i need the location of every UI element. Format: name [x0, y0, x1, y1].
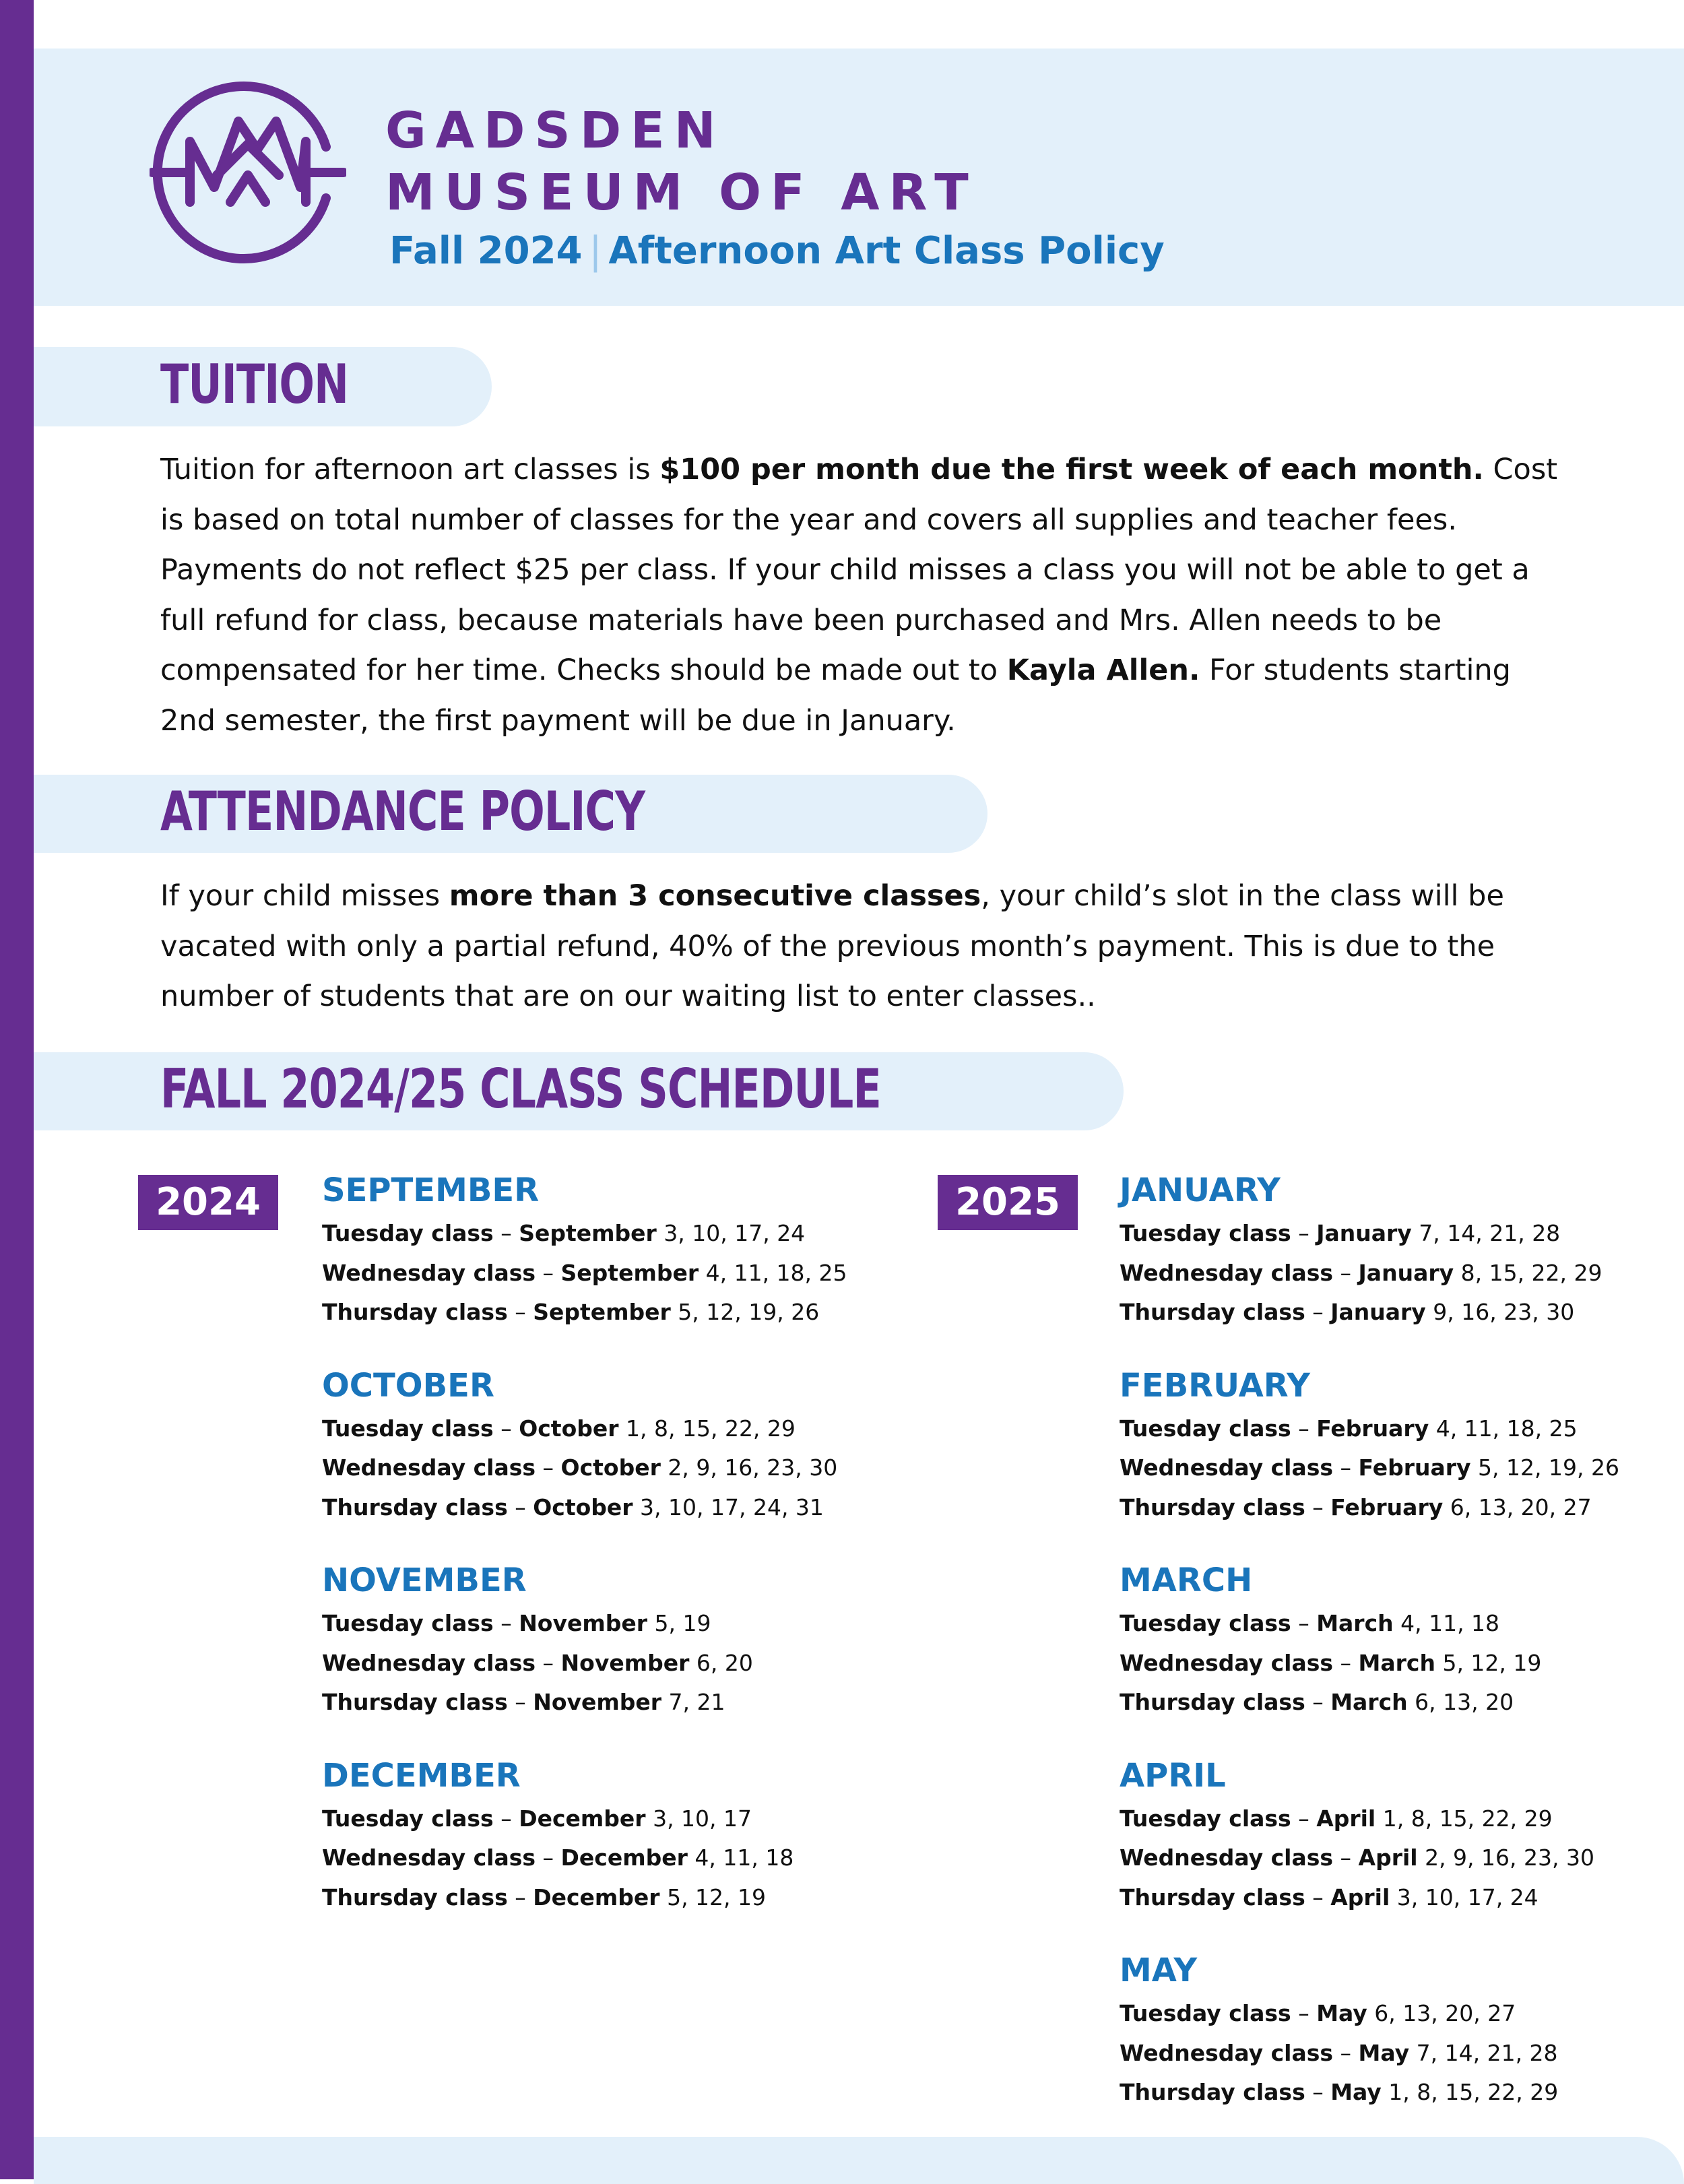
attendance-text-2: , your child’s slot in the class will be vacated with only a partial refund, 40% of the previous month’s payment. This is due to the number of students that are on our waiting list to enter classes.. [160, 879, 1504, 1013]
class-day: Thursday class [322, 1494, 508, 1520]
class-day: Tuesday class [322, 1415, 494, 1442]
class-month: April [1330, 1884, 1390, 1910]
class-month: November [519, 1610, 648, 1636]
class-day: Wednesday class [322, 1259, 536, 1286]
dash: – [1291, 1415, 1317, 1442]
class-day: Tuesday class [1120, 1610, 1291, 1636]
class-day: Wednesday class [322, 1649, 536, 1676]
class-month: October [519, 1415, 619, 1442]
class-day: Wednesday class [322, 1844, 536, 1871]
dash: – [1333, 1259, 1359, 1286]
organization-name-line-1: GADSDEN [385, 102, 725, 160]
class-dates: 9, 16, 23, 30 [1425, 1299, 1575, 1325]
document-subtitle [389, 229, 1165, 273]
month-heading: JANUARY [1120, 1171, 1281, 1209]
schedule-column-2025 [1120, 1169, 1619, 2145]
left-accent-bar [0, 0, 34, 2179]
dash: – [1333, 2039, 1359, 2066]
month-heading: APRIL [1120, 1756, 1226, 1795]
class-day: Thursday class [1120, 1689, 1305, 1715]
class-month: February [1330, 1494, 1444, 1520]
dash: – [493, 1610, 519, 1636]
class-day: Tuesday class [322, 1220, 494, 1246]
class-day: Tuesday class [1120, 1220, 1291, 1246]
class-row [322, 1448, 847, 1488]
dash: – [1333, 1454, 1359, 1481]
class-month: January [1330, 1299, 1426, 1325]
dash: – [536, 1649, 561, 1676]
class-dates: 4, 11, 18 [1393, 1610, 1500, 1636]
class-row [1120, 1488, 1619, 1528]
tuition-heading: TUITION [160, 353, 349, 416]
class-month: May [1330, 2079, 1382, 2105]
month-block [322, 1560, 847, 1723]
class-day: Wednesday class [1120, 1649, 1334, 1676]
dash: – [1305, 2079, 1331, 2105]
dash: – [1333, 1844, 1359, 1871]
class-row [322, 1878, 847, 1918]
month-heading: MAY [1120, 1952, 1198, 1989]
dash: – [1291, 1805, 1317, 1832]
class-month: April [1358, 1844, 1418, 1871]
class-row [1120, 1254, 1619, 1293]
month-block [1120, 1950, 1619, 2113]
class-row [1120, 1604, 1619, 1644]
month-block [322, 1169, 847, 1332]
class-day: Thursday class [322, 1689, 508, 1715]
class-dates: 5, 12, 19 [1435, 1649, 1542, 1676]
class-dates: 3, 10, 17 [645, 1805, 752, 1832]
class-day: Tuesday class [1120, 1415, 1291, 1442]
dash: – [507, 1299, 533, 1325]
class-month: May [1358, 2039, 1410, 2066]
dash: – [536, 1259, 561, 1286]
class-month: October [533, 1494, 633, 1520]
attendance-emphasis: more than 3 consecutive classes [449, 879, 981, 913]
attendance-paragraph [160, 871, 1561, 1022]
class-dates: 4, 11, 18, 25 [699, 1259, 847, 1286]
subtitle-separator: | [589, 229, 602, 273]
month-block [1120, 1365, 1619, 1528]
class-month: May [1316, 2000, 1367, 2026]
class-day: Wednesday class [1120, 1844, 1334, 1871]
class-row [1120, 1448, 1619, 1488]
class-dates: 7, 14, 21, 28 [1411, 1220, 1561, 1246]
class-month: September [560, 1259, 699, 1286]
class-dates: 3, 10, 17, 24 [1390, 1884, 1539, 1910]
class-month: January [1358, 1259, 1454, 1286]
dash: – [1333, 1649, 1359, 1676]
class-row [322, 1214, 847, 1254]
class-day: Thursday class [1120, 2079, 1305, 2105]
class-dates: 4, 11, 18 [687, 1844, 794, 1871]
class-day: Thursday class [1120, 1299, 1305, 1325]
class-day: Thursday class [322, 1884, 508, 1910]
dash: – [507, 1884, 533, 1910]
class-row [1120, 1683, 1619, 1723]
class-row [1120, 1878, 1619, 1918]
month-heading: FEBRUARY [1120, 1366, 1310, 1405]
class-dates: 1, 8, 15, 22, 29 [1375, 1805, 1553, 1832]
class-day: Tuesday class [1120, 2000, 1291, 2026]
class-row [1120, 1409, 1619, 1449]
class-dates: 8, 15, 22, 29 [1454, 1259, 1602, 1286]
class-dates: 6, 13, 20, 27 [1443, 1494, 1592, 1520]
class-row [1120, 1838, 1619, 1878]
class-day: Wednesday class [1120, 1259, 1334, 1286]
class-month: December [519, 1805, 646, 1832]
class-dates: 3, 10, 17, 24 [656, 1220, 806, 1246]
class-dates: 2, 9, 16, 23, 30 [1417, 1844, 1594, 1871]
museum-logo-icon [150, 74, 346, 271]
month-block [1120, 1755, 1619, 1918]
dash: – [1305, 1299, 1331, 1325]
year-badge-2025: 2025 [938, 1175, 1078, 1230]
dash: – [1291, 1220, 1317, 1246]
class-row [322, 1254, 847, 1293]
footer-band [34, 2137, 1684, 2184]
class-dates: 3, 10, 17, 24, 31 [633, 1494, 824, 1520]
class-month: March [1330, 1689, 1408, 1715]
class-month: September [533, 1299, 671, 1325]
year-badge-2024: 2024 [138, 1175, 278, 1230]
class-month: March [1316, 1610, 1394, 1636]
class-day: Thursday class [322, 1299, 508, 1325]
dash: – [1305, 1689, 1331, 1715]
class-dates: 1, 8, 15, 22, 29 [1381, 2079, 1559, 2105]
class-row [1120, 1293, 1619, 1332]
schedule-heading: FALL 2024/25 CLASS SCHEDULE [160, 1058, 881, 1120]
class-row [1120, 1994, 1619, 2034]
dash: – [1291, 2000, 1317, 2026]
class-dates: 7, 21 [661, 1689, 725, 1715]
dash: – [507, 1494, 533, 1520]
class-dates: 7, 14, 21, 28 [1409, 2039, 1558, 2066]
class-dates: 5, 12, 19 [659, 1884, 767, 1910]
dash: – [536, 1844, 561, 1871]
tuition-paragraph [160, 445, 1561, 746]
attendance-text-1: If your child misses [160, 879, 449, 913]
class-month: February [1358, 1454, 1471, 1481]
class-row [1120, 2073, 1619, 2113]
dash: – [1305, 1884, 1331, 1910]
class-dates: 6, 13, 20, 27 [1367, 2000, 1516, 2026]
class-row [1120, 2034, 1619, 2074]
class-month: March [1358, 1649, 1435, 1676]
class-month: November [560, 1649, 690, 1676]
class-day: Thursday class [1120, 1884, 1305, 1910]
class-month: September [519, 1220, 657, 1246]
dash: – [536, 1454, 561, 1481]
class-day: Wednesday class [322, 1454, 536, 1481]
class-month: December [533, 1884, 660, 1910]
class-day: Tuesday class [322, 1610, 494, 1636]
attendance-heading: ATTENDANCE POLICY [160, 780, 645, 843]
month-heading: DECEMBER [322, 1756, 521, 1795]
schedule-column-2024 [322, 1169, 847, 1950]
month-heading: MARCH [1120, 1562, 1253, 1599]
dash: – [493, 1805, 519, 1832]
month-heading: NOVEMBER [322, 1562, 527, 1599]
class-dates: 2, 9, 16, 23, 30 [660, 1454, 838, 1481]
tuition-payee: Kayla Allen. [1006, 653, 1200, 687]
class-dates: 5, 12, 19, 26 [1470, 1454, 1619, 1481]
class-month: February [1316, 1415, 1429, 1442]
class-dates: 4, 11, 18, 25 [1429, 1415, 1578, 1442]
class-month: November [533, 1689, 662, 1715]
dash: – [1305, 1494, 1331, 1520]
class-row [322, 1644, 847, 1683]
class-dates: 1, 8, 15, 22, 29 [618, 1415, 796, 1442]
class-month: December [560, 1844, 688, 1871]
class-day: Wednesday class [1120, 1454, 1334, 1481]
class-row [322, 1488, 847, 1528]
class-dates: 5, 19 [647, 1610, 711, 1636]
organization-name [385, 100, 978, 224]
class-month: April [1316, 1805, 1376, 1832]
class-row [322, 1604, 847, 1644]
dash: – [493, 1415, 519, 1442]
class-day: Tuesday class [322, 1805, 494, 1832]
class-dates: 6, 13, 20 [1407, 1689, 1514, 1715]
tuition-amount: $100 per month due the first week of each month. [659, 453, 1484, 486]
class-month: October [560, 1454, 661, 1481]
month-block [322, 1755, 847, 1918]
class-day: Wednesday class [1120, 2039, 1334, 2066]
class-month: January [1316, 1220, 1412, 1246]
class-day: Thursday class [1120, 1494, 1305, 1520]
month-heading: SEPTEMBER [322, 1171, 540, 1209]
class-dates: 6, 20 [689, 1649, 753, 1676]
tuition-text-3: For students starting 2nd semester, the first payment will be due in January. [160, 653, 1511, 738]
tuition-text-1: Tuition for afternoon art classes is [160, 453, 660, 486]
month-block [322, 1365, 847, 1528]
month-block [1120, 1169, 1619, 1332]
dash: – [1291, 1610, 1317, 1636]
class-row [1120, 1799, 1619, 1839]
class-row [1120, 1644, 1619, 1683]
class-dates: 5, 12, 19, 26 [670, 1299, 820, 1325]
subtitle-term: Fall 2024 [389, 229, 583, 273]
month-block [1120, 1560, 1619, 1723]
subtitle-title: Afternoon Art Class Policy [608, 229, 1165, 273]
dash: – [493, 1220, 519, 1246]
class-day: Tuesday class [1120, 1805, 1291, 1832]
class-row [322, 1409, 847, 1449]
dash: – [507, 1689, 533, 1715]
organization-name-line-2: MUSEUM OF ART [385, 164, 978, 222]
class-row [322, 1838, 847, 1878]
class-row [322, 1293, 847, 1332]
month-heading: OCTOBER [322, 1366, 494, 1405]
class-row [1120, 1214, 1619, 1254]
class-row [322, 1683, 847, 1723]
class-row [322, 1799, 847, 1839]
tuition-text-2: Cost is based on total number of classes for the year and covers all supplies and teacher fees. Payments do not reflect $25 per class. If your child misses a class you will not be able to get a full refund for class, because materials have been purchased and Mrs. Allen needs to be compensated for her time. Checks should be made out to [160, 453, 1558, 687]
